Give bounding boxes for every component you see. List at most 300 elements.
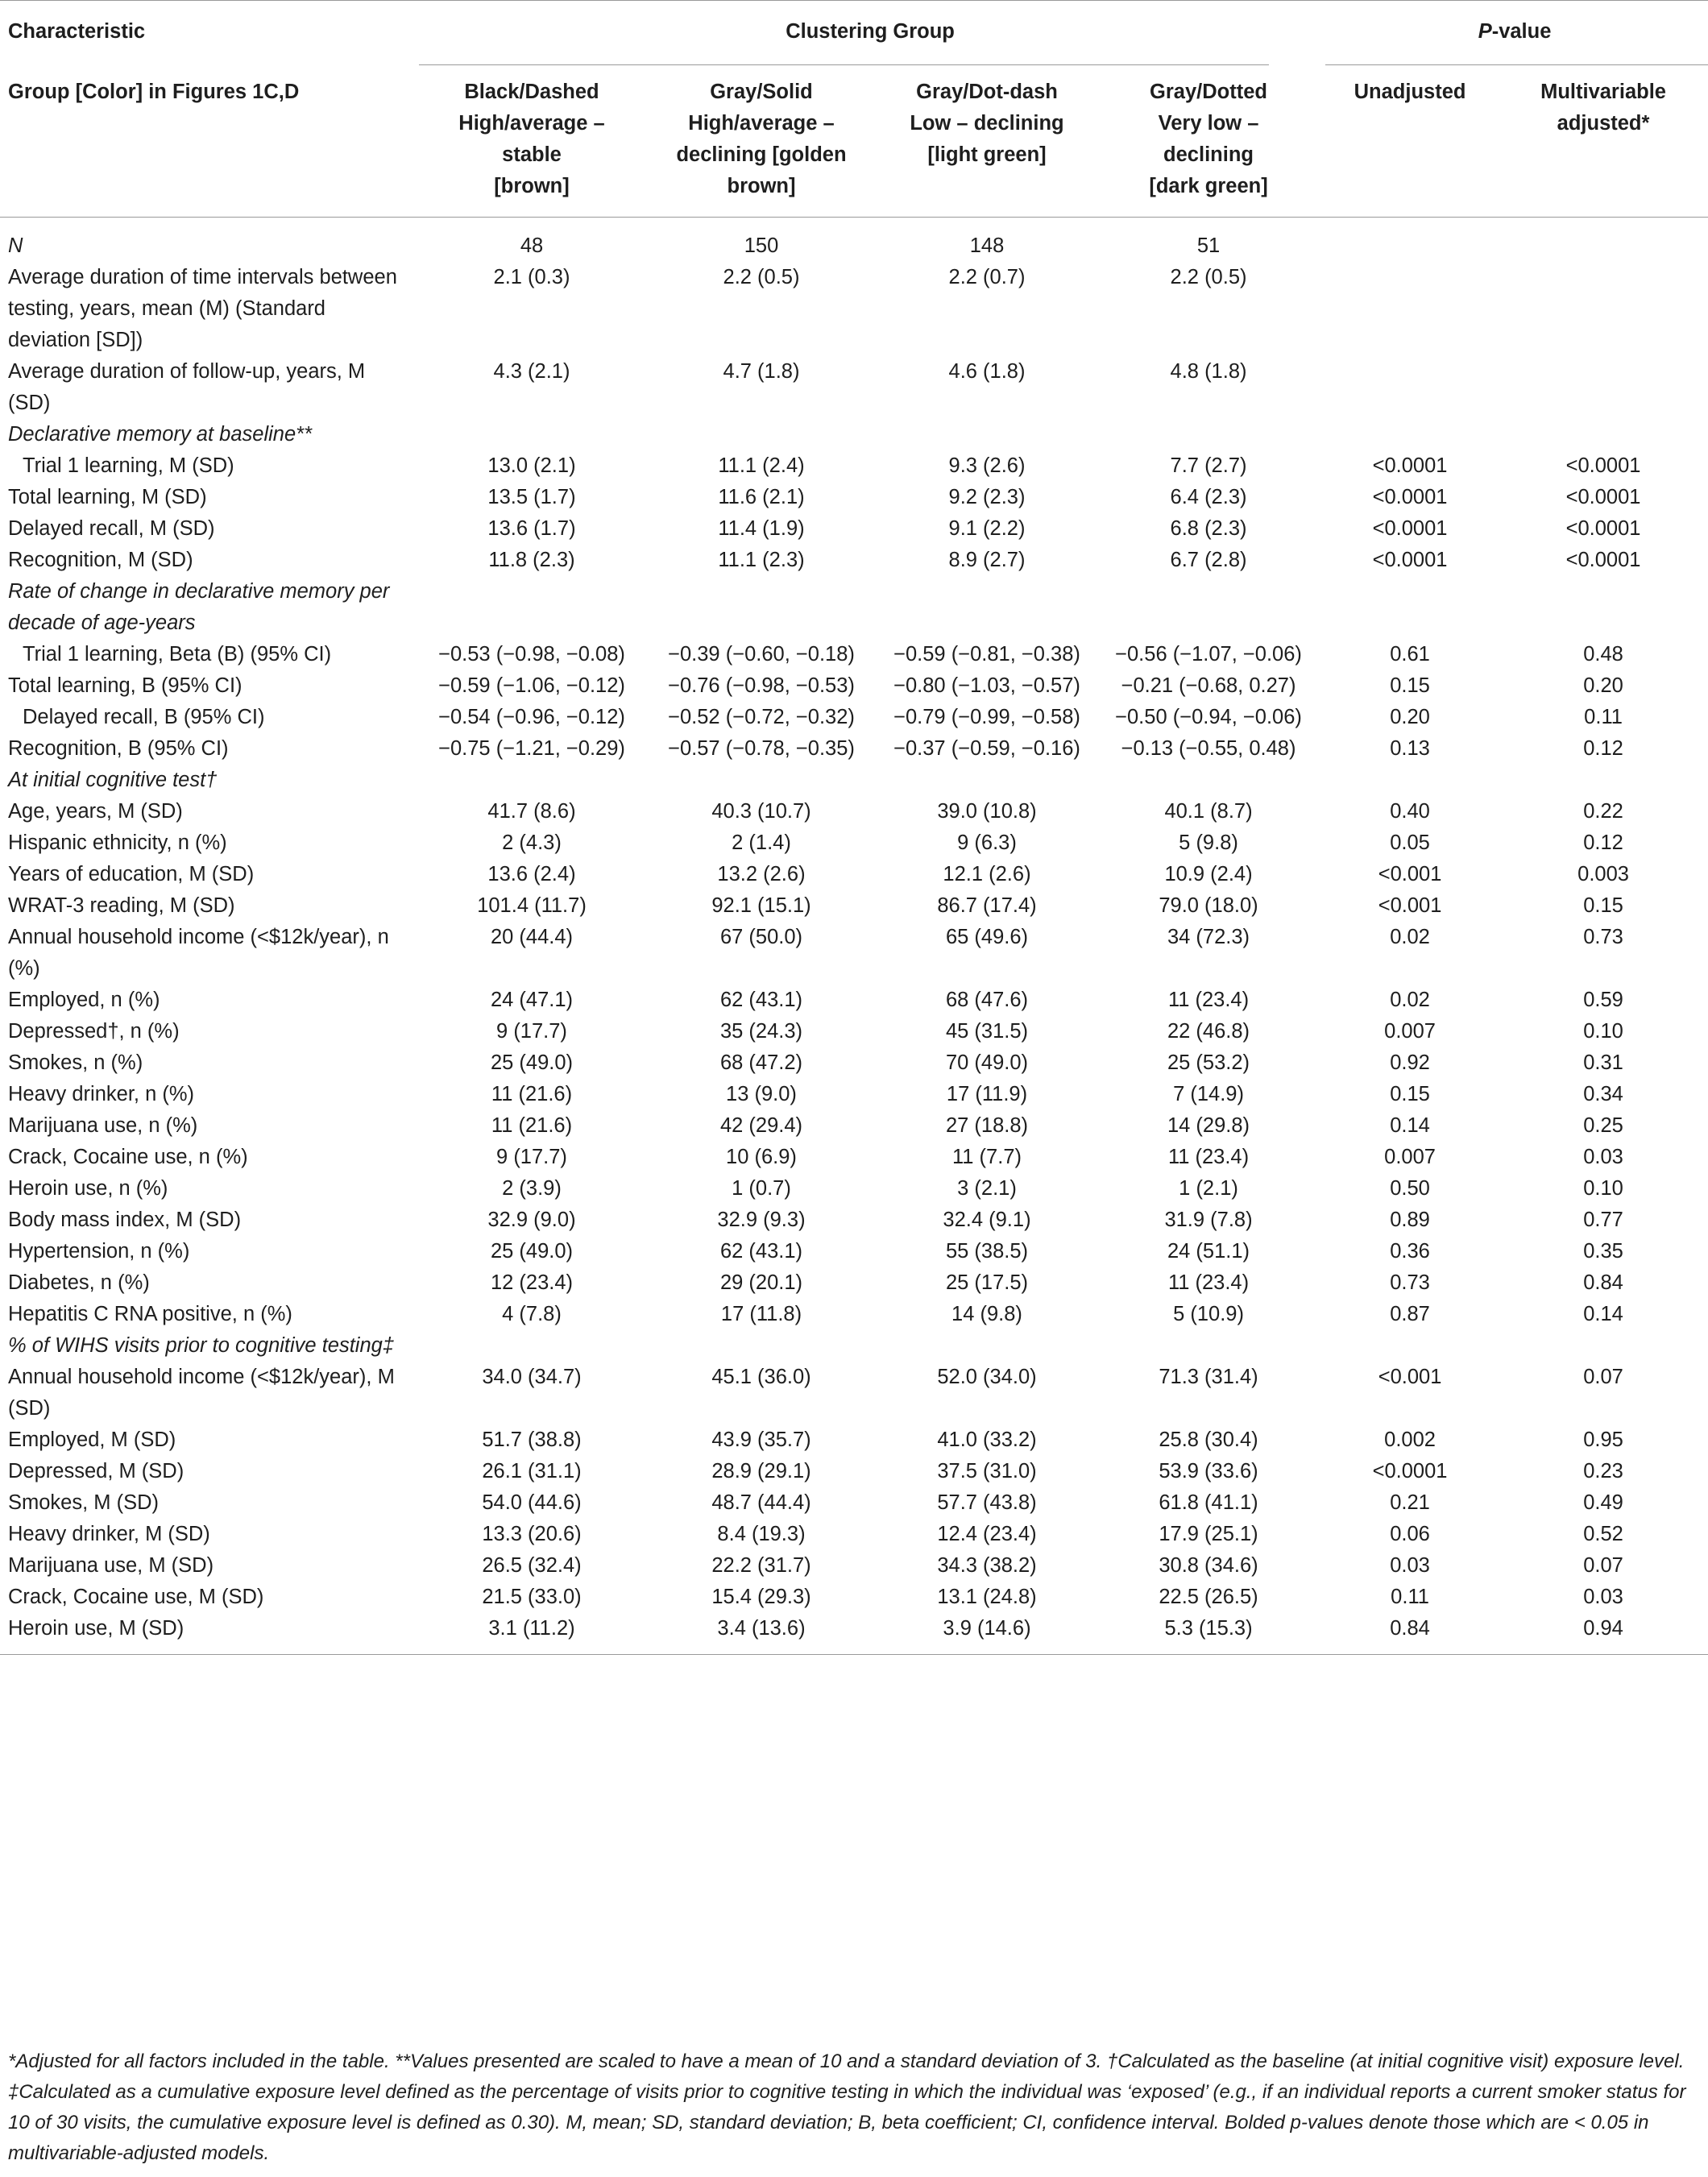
group-3-value: 68 (47.6) — [945, 989, 1029, 1011]
row-label: Smokes, M (SD) — [8, 1491, 160, 1514]
row-label: Depressed, M (SD) — [8, 1460, 184, 1482]
adjusted-pvalue: 0.07 — [1583, 1554, 1623, 1577]
group-2-value: 11.4 (1.9) — [718, 517, 805, 540]
group-1-value: 2.1 (0.3) — [493, 266, 570, 288]
adjusted-pvalue: 0.25 — [1583, 1114, 1623, 1137]
table-row — [0, 670, 1708, 702]
group-header-3 — [878, 60, 1096, 218]
group-1-value: −0.75 (−1.21, −0.29) — [438, 737, 625, 760]
pvalue-suffix: -value — [1491, 20, 1552, 43]
table-row — [0, 922, 1708, 985]
group-2-value: 1 (0.7) — [732, 1177, 791, 1200]
group-4-value — [1096, 765, 1321, 796]
group-3-value: 12.1 (2.6) — [943, 863, 1031, 885]
row-label: Annual household income (<$12k/year), n (%) — [8, 926, 389, 980]
adjusted-pvalue: 0.03 — [1583, 1586, 1623, 1608]
group-3-value: 3.9 (14.6) — [943, 1617, 1031, 1640]
adjusted-pvalue: <0.0001 — [1565, 454, 1641, 477]
group-4-value: 1 (2.1) — [1179, 1177, 1238, 1200]
unadjusted-pvalue: 0.03 — [1390, 1554, 1430, 1577]
adjusted-pvalue: 0.003 — [1577, 863, 1629, 885]
group-header-1 — [419, 60, 645, 218]
group-header-3-line: Low – declining — [910, 112, 1064, 135]
group-2-value — [645, 576, 878, 639]
unadjusted-header: Unadjusted — [1354, 81, 1466, 103]
group-4-value: 2.2 (0.5) — [1170, 266, 1247, 288]
row-label: Employed, n (%) — [8, 989, 160, 1011]
group-header-4-line: declining — [1163, 143, 1254, 166]
group-3-value: 25 (17.5) — [945, 1271, 1029, 1294]
table-body — [0, 218, 1708, 1655]
group-header-4 — [1096, 60, 1321, 218]
group-4-value: −0.50 (−0.94, −0.06) — [1115, 706, 1302, 728]
group-4-value: 11 (23.4) — [1167, 1146, 1250, 1168]
table-row — [0, 1456, 1708, 1487]
group-4-value: 6.8 (2.3) — [1170, 517, 1247, 540]
unadjusted-pvalue: 0.84 — [1390, 1617, 1430, 1640]
group-2-value: 92.1 (15.1) — [711, 894, 811, 917]
group-3-value: 3 (2.1) — [957, 1177, 1017, 1200]
adjusted-pvalue: 0.03 — [1583, 1146, 1623, 1168]
group-2-value: 11.1 (2.3) — [718, 549, 805, 571]
unadjusted-pvalue: <0.0001 — [1372, 1460, 1448, 1482]
group-1-value: 9 (17.7) — [496, 1146, 567, 1168]
table-row — [0, 482, 1708, 513]
unadjusted-pvalue — [1321, 262, 1499, 356]
group-4-value: 22 (46.8) — [1167, 1020, 1250, 1043]
section-label: Declarative memory at baseline** — [8, 423, 312, 446]
unadjusted-pvalue: <0.0001 — [1372, 549, 1448, 571]
group-1-value: 26.1 (31.1) — [482, 1460, 582, 1482]
group-header-1-line: stable — [502, 143, 562, 166]
group-1-value: 9 (17.7) — [496, 1020, 567, 1043]
multivariable-header — [1499, 60, 1708, 218]
group-1-value: 21.5 (33.0) — [482, 1586, 582, 1608]
group-1-value: 13.0 (2.1) — [487, 454, 576, 477]
group-2-value: −0.57 (−0.78, −0.35) — [668, 737, 855, 760]
group-4-value: 25 (53.2) — [1167, 1051, 1250, 1074]
group-3-value: 11 (7.7) — [952, 1146, 1022, 1168]
group-1-value: 12 (23.4) — [490, 1271, 574, 1294]
group-1-value: 4 (7.8) — [502, 1303, 562, 1325]
group-4-value: 22.5 (26.5) — [1159, 1586, 1258, 1608]
unadjusted-pvalue: 0.87 — [1390, 1303, 1430, 1325]
unadjusted-pvalue: 0.002 — [1384, 1429, 1436, 1451]
adjusted-pvalue: <0.0001 — [1565, 517, 1641, 540]
group-3-value — [878, 765, 1096, 796]
table-row — [0, 1267, 1708, 1299]
group-2-value: 11.6 (2.1) — [718, 486, 805, 508]
unadjusted-pvalue — [1321, 356, 1499, 419]
group-2-value: 28.9 (29.1) — [711, 1460, 811, 1482]
group-2-value: 11.1 (2.4) — [718, 454, 805, 477]
row-label: Delayed recall, M (SD) — [8, 517, 215, 540]
table-row — [0, 1047, 1708, 1079]
section-label: % of WIHS visits prior to cognitive testing‡ — [8, 1334, 395, 1357]
group-header-3-line: Gray/Dot-dash — [916, 81, 1058, 103]
table-row — [0, 1487, 1708, 1519]
group-2-value: 62 (43.1) — [719, 989, 803, 1011]
group-header-2-line: High/average – — [688, 112, 835, 135]
group-1-value: 13.5 (1.7) — [487, 486, 576, 508]
group-2-value: 15.4 (29.3) — [711, 1586, 811, 1608]
row-label: N — [8, 234, 23, 257]
group-header-4-line: Gray/Dotted — [1150, 81, 1267, 103]
group-1-value: 2 (4.3) — [502, 831, 562, 854]
group-4-value: 6.7 (2.8) — [1170, 549, 1247, 571]
adjusted-pvalue: 0.31 — [1583, 1051, 1623, 1074]
table-row — [0, 545, 1708, 576]
table-row — [0, 796, 1708, 827]
adjusted-pvalue: 0.94 — [1583, 1617, 1623, 1640]
group-3-value: 37.5 (31.0) — [937, 1460, 1037, 1482]
adjusted-pvalue — [1499, 765, 1708, 796]
unadjusted-pvalue — [1321, 1330, 1499, 1362]
group-4-value: 5.3 (15.3) — [1164, 1617, 1253, 1640]
unadjusted-pvalue: 0.15 — [1390, 1083, 1430, 1105]
adjusted-pvalue: 0.34 — [1583, 1083, 1623, 1105]
adjusted-pvalue: 0.12 — [1583, 831, 1623, 854]
row-label: Depressed†, n (%) — [8, 1020, 180, 1043]
group-2-value — [645, 1330, 878, 1362]
group-3-value: 39.0 (10.8) — [937, 800, 1037, 823]
table-row — [0, 985, 1708, 1016]
unadjusted-pvalue: <0.001 — [1378, 863, 1442, 885]
group-header-1-line: [brown] — [494, 175, 570, 197]
group-4-value: 30.8 (34.6) — [1159, 1554, 1258, 1577]
group-3-value: 9.3 (2.6) — [948, 454, 1026, 477]
group-2-value: 3.4 (13.6) — [717, 1617, 806, 1640]
row-label: Diabetes, n (%) — [8, 1271, 150, 1294]
table-row — [0, 827, 1708, 859]
adjusted-pvalue: <0.0001 — [1565, 486, 1641, 508]
group-1-value — [419, 576, 645, 639]
group-1-value: −0.53 (−0.98, −0.08) — [438, 643, 625, 666]
table-footnote: *Adjusted for all factors included in the table. **Values presented are scaled to have a mean of 10 and a standard deviation of 3. †Calculated as the baseline (at initial cognitive visit) exposure level. ‡Calculated as a cumulative exposure level defined as the percentage of visits prior to cognitive testing in which the individual was ‘exposed’ (e.g., if an individual reports a current smoker status for 10 of 30 visits, the cumulative exposure level is defined as 0.30). M, mean; SD, standard deviation; B, beta coefficient; CI, confidence interval. Bolded p-values denote those which are < 0.05 in multivariable-adjusted models. — [8, 2051, 1686, 2164]
group-2-value: 4.7 (1.8) — [723, 360, 800, 383]
row-label: Heroin use, M (SD) — [8, 1617, 184, 1640]
group-1-value: 26.5 (32.4) — [482, 1554, 582, 1577]
group-1-value: 32.9 (9.0) — [487, 1209, 576, 1231]
adjusted-pvalue: 0.95 — [1583, 1429, 1623, 1451]
group-4-value: 53.9 (33.6) — [1159, 1460, 1258, 1482]
group-1-value — [419, 419, 645, 450]
group-4-value: 7 (14.9) — [1173, 1083, 1244, 1105]
adjusted-pvalue — [1499, 419, 1708, 450]
group-2-value: 40.3 (10.7) — [711, 800, 811, 823]
adjusted-pvalue — [1499, 356, 1708, 419]
adjusted-pvalue: 0.48 — [1583, 643, 1623, 666]
group-2-value: −0.39 (−0.60, −0.18) — [668, 643, 855, 666]
table-row — [0, 1362, 1708, 1424]
group-2-value: 150 — [744, 234, 779, 257]
group-2-value: 45.1 (36.0) — [711, 1366, 811, 1388]
row-label: Average duration of time intervals between testing, years, mean (M) (Standard deviation [SD]) — [8, 266, 397, 351]
table-row — [0, 513, 1708, 545]
group-4-value: −0.56 (−1.07, −0.06) — [1115, 643, 1302, 666]
group-1-value: 24 (47.1) — [490, 989, 574, 1011]
adjusted-pvalue — [1499, 218, 1708, 263]
group-1-value: 34.0 (34.7) — [482, 1366, 582, 1388]
group-4-value: −0.21 (−0.68, 0.27) — [1121, 674, 1296, 697]
group-1-value: 25 (49.0) — [490, 1240, 574, 1263]
unadjusted-pvalue: 0.007 — [1384, 1020, 1436, 1043]
table-row — [0, 1424, 1708, 1456]
adjusted-pvalue — [1499, 1330, 1708, 1362]
group-2-value: 48.7 (44.4) — [711, 1491, 811, 1514]
group-4-value — [1096, 1330, 1321, 1362]
group-header-1-line: High/average – — [458, 112, 605, 135]
unadjusted-pvalue: 0.13 — [1390, 737, 1430, 760]
group-3-value: 9 (6.3) — [957, 831, 1017, 854]
table-row — [0, 356, 1708, 419]
row-label: Trial 1 learning, M (SD) — [23, 454, 234, 477]
group-2-value: 10 (6.9) — [726, 1146, 797, 1168]
unadjusted-pvalue: <0.0001 — [1372, 517, 1448, 540]
row-label: Recognition, M (SD) — [8, 549, 193, 571]
group-1-value: 4.3 (2.1) — [493, 360, 570, 383]
unadjusted-pvalue: 0.21 — [1390, 1491, 1430, 1514]
adjusted-pvalue: 0.73 — [1583, 926, 1623, 948]
table-row — [0, 890, 1708, 922]
unadjusted-pvalue: 0.02 — [1390, 989, 1430, 1011]
row-label: Heavy drinker, M (SD) — [8, 1523, 210, 1545]
group-4-value: 79.0 (18.0) — [1159, 894, 1258, 917]
unadjusted-pvalue: <0.0001 — [1372, 454, 1448, 477]
group-1-value: 20 (44.4) — [490, 926, 574, 948]
adjusted-pvalue: 0.84 — [1583, 1271, 1623, 1294]
group-3-value: 41.0 (33.2) — [937, 1429, 1037, 1451]
group-3-value: 12.4 (23.4) — [937, 1523, 1037, 1545]
group-2-value: −0.76 (−0.98, −0.53) — [668, 674, 855, 697]
group-3-value: −0.37 (−0.59, −0.16) — [893, 737, 1080, 760]
multivariable-header-line: adjusted* — [1557, 112, 1650, 135]
section-label: Rate of change in declarative memory per decade of age-years — [8, 580, 390, 634]
group-header-2-line: brown] — [727, 175, 796, 197]
unadjusted-pvalue: 0.89 — [1390, 1209, 1430, 1231]
group-4-value: 11 (23.4) — [1167, 989, 1250, 1011]
adjusted-pvalue: <0.0001 — [1565, 549, 1641, 571]
group-3-value: 52.0 (34.0) — [937, 1366, 1037, 1388]
group-3-value: −0.59 (−0.81, −0.38) — [893, 643, 1080, 666]
multivariable-header-line: Multivariable — [1540, 81, 1666, 103]
unadjusted-pvalue: 0.15 — [1390, 674, 1430, 697]
group-header-1-line: Black/Dashed — [464, 81, 599, 103]
group-1-value — [419, 1330, 645, 1362]
group-3-value: 32.4 (9.1) — [943, 1209, 1031, 1231]
group-1-value: 54.0 (44.6) — [482, 1491, 582, 1514]
group-1-value — [419, 765, 645, 796]
row-label: Annual household income (<$12k/year), M (SD) — [8, 1366, 395, 1420]
unadjusted-pvalue: 0.20 — [1390, 706, 1430, 728]
table-row — [0, 1079, 1708, 1110]
adjusted-pvalue — [1499, 262, 1708, 356]
row-label: Age, years, M (SD) — [8, 800, 183, 823]
group-3-value: 55 (38.5) — [945, 1240, 1029, 1263]
group-4-value: 25.8 (30.4) — [1159, 1429, 1258, 1451]
row-label: Hepatitis C RNA positive, n (%) — [8, 1303, 292, 1325]
group-1-value: 11 (21.6) — [491, 1114, 573, 1137]
group-1-value: −0.54 (−0.96, −0.12) — [438, 706, 625, 728]
group-1-value: 13.3 (20.6) — [482, 1523, 582, 1545]
group-3-value: −0.80 (−1.03, −0.57) — [893, 674, 1080, 697]
section-row — [0, 419, 1708, 450]
group-2-value: 17 (11.8) — [720, 1303, 802, 1325]
section-row — [0, 1330, 1708, 1362]
group-2-value: 22.2 (31.7) — [711, 1554, 811, 1577]
group-4-value: 10.9 (2.4) — [1164, 863, 1253, 885]
unadjusted-pvalue: 0.06 — [1390, 1523, 1430, 1545]
table-row — [0, 1582, 1708, 1613]
group-1-value: 11 (21.6) — [491, 1083, 573, 1105]
unadjusted-pvalue: 0.007 — [1384, 1146, 1436, 1168]
table-row — [0, 702, 1708, 733]
row-label: WRAT-3 reading, M (SD) — [8, 894, 235, 917]
group-3-value — [878, 1330, 1096, 1362]
table-row — [0, 1236, 1708, 1267]
group-2-value: 13.2 (2.6) — [717, 863, 806, 885]
group-header-3-line: [light green] — [927, 143, 1047, 166]
group-4-value — [1096, 419, 1321, 450]
group-4-value: 5 (10.9) — [1173, 1303, 1244, 1325]
group-4-value: 7.7 (2.7) — [1170, 454, 1247, 477]
group-2-value: 2 (1.4) — [732, 831, 791, 854]
row-label: Hypertension, n (%) — [8, 1240, 190, 1263]
row-label: Recognition, B (95% CI) — [8, 737, 229, 760]
group-4-value: 6.4 (2.3) — [1170, 486, 1247, 508]
table-row — [0, 450, 1708, 482]
group-3-value: 17 (11.9) — [946, 1083, 1028, 1105]
table-row — [0, 733, 1708, 765]
group-1-value: 2 (3.9) — [502, 1177, 562, 1200]
group-4-value: 31.9 (7.8) — [1164, 1209, 1253, 1231]
group-3-value: −0.79 (−0.99, −0.58) — [893, 706, 1080, 728]
group-4-value: 11 (23.4) — [1167, 1271, 1250, 1294]
group-2-value: 13 (9.0) — [726, 1083, 797, 1105]
section-row — [0, 765, 1708, 796]
group-1-value: 51.7 (38.8) — [482, 1429, 582, 1451]
group-2-value: −0.52 (−0.72, −0.32) — [668, 706, 855, 728]
table-row — [0, 1016, 1708, 1047]
table-row — [0, 1613, 1708, 1655]
group-3-value: 2.2 (0.7) — [948, 266, 1026, 288]
unadjusted-pvalue: <0.001 — [1378, 1366, 1442, 1388]
group-2-value: 35 (24.3) — [719, 1020, 803, 1043]
group-4-value: 17.9 (25.1) — [1159, 1523, 1258, 1545]
group-2-value: 67 (50.0) — [719, 926, 803, 948]
row-label: Trial 1 learning, Beta (B) (95% CI) — [23, 643, 332, 666]
unadjusted-pvalue: 0.11 — [1391, 1586, 1429, 1608]
row-label: Hispanic ethnicity, n (%) — [8, 831, 227, 854]
section-label: At initial cognitive test† — [8, 769, 218, 791]
group-4-value — [1096, 576, 1321, 639]
group-3-value — [878, 576, 1096, 639]
header-row-1 — [0, 0, 1708, 60]
group-3-value: 13.1 (24.8) — [937, 1586, 1037, 1608]
group-3-value: 86.7 (17.4) — [937, 894, 1037, 917]
table-row — [0, 1205, 1708, 1236]
adjusted-pvalue: 0.49 — [1583, 1491, 1623, 1514]
unadjusted-pvalue: 0.61 — [1390, 643, 1430, 666]
adjusted-pvalue: 0.59 — [1583, 989, 1623, 1011]
pvalue-p: P — [1478, 20, 1492, 43]
group-header-2-line: declining [golden — [676, 143, 847, 166]
row-label: Average duration of follow-up, years, M (SD) — [8, 360, 366, 414]
adjusted-pvalue: 0.35 — [1583, 1240, 1623, 1263]
group-2-value: 62 (43.1) — [719, 1240, 803, 1263]
characteristic-header: Characteristic — [8, 20, 146, 43]
unadjusted-pvalue: <0.001 — [1378, 894, 1442, 917]
group-2-value: 8.4 (19.3) — [717, 1523, 806, 1545]
adjusted-pvalue: 0.22 — [1583, 800, 1623, 823]
row-label: Smokes, n (%) — [8, 1051, 143, 1074]
group-1-value: 25 (49.0) — [490, 1051, 574, 1074]
table-row — [0, 1142, 1708, 1173]
unadjusted-pvalue — [1321, 576, 1499, 639]
row-label: Marijuana use, M (SD) — [8, 1554, 214, 1577]
group-1-value: 101.4 (11.7) — [477, 894, 587, 917]
group-3-value: 57.7 (43.8) — [937, 1491, 1037, 1514]
unadjusted-pvalue: 0.05 — [1390, 831, 1430, 854]
group-3-value: 65 (49.6) — [945, 926, 1029, 948]
row-label: Crack, Cocaine use, n (%) — [8, 1146, 248, 1168]
adjusted-pvalue: 0.11 — [1584, 706, 1623, 728]
adjusted-pvalue: 0.77 — [1583, 1209, 1623, 1231]
group-4-value: 40.1 (8.7) — [1164, 800, 1253, 823]
adjusted-pvalue: 0.10 — [1583, 1177, 1623, 1200]
group-1-value: 41.7 (8.6) — [487, 800, 576, 823]
adjusted-pvalue: 0.10 — [1583, 1020, 1623, 1043]
table-row — [0, 218, 1708, 263]
table-row — [0, 262, 1708, 356]
row-label: Heroin use, n (%) — [8, 1177, 168, 1200]
group-3-value: 14 (9.8) — [951, 1303, 1022, 1325]
table-row — [0, 1173, 1708, 1205]
group-3-value: 8.9 (2.7) — [948, 549, 1026, 571]
group-color-header: Group [Color] in Figures 1C,D — [8, 81, 300, 103]
group-1-value: 48 — [520, 234, 544, 257]
row-label: Total learning, M (SD) — [8, 486, 207, 508]
header-row-2 — [0, 60, 1708, 218]
group-4-value: 71.3 (31.4) — [1159, 1366, 1258, 1388]
group-4-value: 34 (72.3) — [1167, 926, 1250, 948]
clustering-group-header: Clustering Group — [786, 20, 955, 43]
group-header-2-line: Gray/Solid — [710, 81, 813, 103]
row-label: Years of education, M (SD) — [8, 863, 255, 885]
group-4-value: 14 (29.8) — [1167, 1114, 1250, 1137]
group-2-value: 2.2 (0.5) — [723, 266, 800, 288]
row-label: Employed, M (SD) — [8, 1429, 176, 1451]
adjusted-pvalue: 0.20 — [1583, 674, 1623, 697]
group-3-value: 45 (31.5) — [945, 1020, 1029, 1043]
row-label: Marijuana use, n (%) — [8, 1114, 198, 1137]
group-3-value — [878, 419, 1096, 450]
group-1-value: 3.1 (11.2) — [488, 1617, 575, 1640]
row-label: Body mass index, M (SD) — [8, 1209, 242, 1231]
table-row — [0, 1519, 1708, 1550]
adjusted-pvalue: 0.14 — [1583, 1303, 1623, 1325]
group-4-value: −0.13 (−0.55, 0.48) — [1121, 737, 1296, 760]
row-label: Total learning, B (95% CI) — [8, 674, 243, 697]
unadjusted-pvalue: 0.40 — [1390, 800, 1430, 823]
group-4-value: 5 (9.8) — [1179, 831, 1238, 854]
group-3-value: 9.2 (2.3) — [948, 486, 1026, 508]
group-4-value: 24 (51.1) — [1167, 1240, 1250, 1263]
group-1-value: 11.8 (2.3) — [488, 549, 575, 571]
group-header-4-line: [dark green] — [1149, 175, 1268, 197]
adjusted-pvalue — [1499, 576, 1708, 639]
group-header-2 — [645, 60, 878, 218]
